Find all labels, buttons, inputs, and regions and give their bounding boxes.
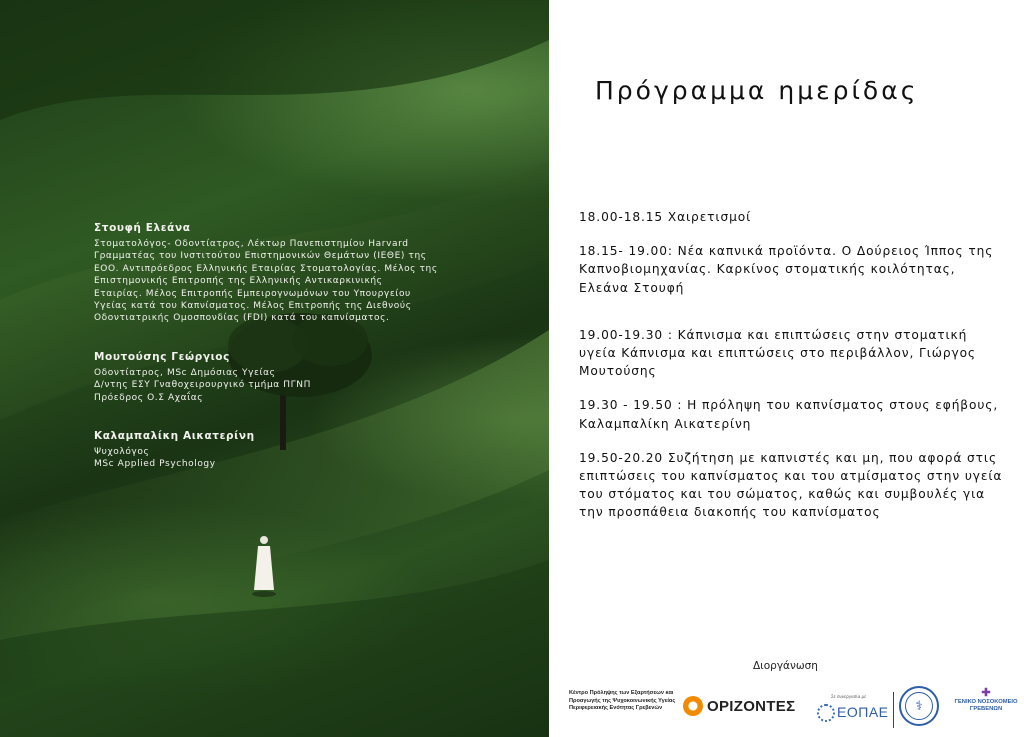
schedule-item: 19.00-19.30 : Κάπνισμα και επιπτώσεις στην στοματική υγεία Κάπνισμα και επιπτώσεις στο περιβάλλον, Γιώργος Μουτούσης [579, 327, 976, 379]
speaker-bio-line: Οδοντίατρος, MSc Δημόσιας Υγείας [94, 367, 276, 378]
speaker-name: Καλαμπαλίκη Αικατερίνη [94, 430, 255, 443]
orizontes-logo [683, 696, 795, 716]
hospital-logo-text: ΓΕΝΙΚΟ ΝΟΣΟΚΟΜΕΙΟ ΓΡΕΒΕΝΩΝ [954, 699, 1018, 712]
speakers-list [94, 222, 534, 497]
schedule-item: 18.15- 19.00: Νέα καπνικά προϊόντα. Ο Δούρειος Ίππος της Καπνοβιομηχανίας. Καρκίνος στοματικής κοιλότητας, Ελεάνα Στουφή [579, 244, 994, 295]
eopae-logo-text: ΕΟΠΑΕ [837, 704, 889, 720]
speaker-moutousis [94, 351, 534, 404]
program-panel [549, 0, 1024, 737]
speaker-bio-line: Πρόεδρος Ο.Σ Αχαΐας [94, 392, 204, 403]
speaker-bio-line: Στοματολόγος- Οδοντίατρος, Λέκτωρ Πανεπιστημίου Harvard [94, 239, 409, 249]
speaker-bio-line: Οδοντιατρικής Ομοσπονδίας (FDI) κατά του καπνίσματος. [94, 313, 390, 324]
eopae-logo [817, 694, 887, 726]
schedule-item: 18.00-18.15 Χαιρετισμοί [579, 210, 752, 224]
caduceus-icon: ⚕ [905, 692, 933, 720]
schedule-item: 19.50-20.20 Συζήτηση με καπνιστές και μη, που αφορά στις επιπτώσεις του καπνίσματος και του ατμίσματος στην υγεία του στόματος και του σώματος, καθώς και συμβουλές για την προσπάθεια διακοπής του καπνίσματος [579, 450, 1003, 520]
dental-association-seal-icon [899, 686, 939, 726]
orizontes-sun-icon [683, 696, 703, 716]
speaker-kalampaliki [94, 430, 534, 471]
logo-divider [893, 692, 894, 728]
speaker-bio-line: ΕΟΟ. Αντιπρόεδρος Ελληνικής Εταιρίας Στοματολογίας. Μέλος της [94, 263, 438, 274]
speaker-bio-line: MSc Applied Psychology [94, 459, 216, 470]
orizontes-logo-text: ΟΡΙΖΟΝΤΕΣ [707, 697, 796, 715]
eopae-mark-icon [817, 704, 835, 722]
speaker-bio-line: Ψυχολόγος [94, 447, 150, 458]
speaker-bio-line: Υγείας κατά του Καπνίσματος. Μέλος Επιτροπής της Διεθνούς [94, 301, 412, 312]
speaker-name: Στουφή Ελεάνα [94, 222, 191, 234]
medical-cross-icon: ✚ [981, 687, 991, 699]
speaker-bio-line: Δ/ντης ΕΣΥ Γναθοχειρουργικό τμήμα ΠΓΝΠ [94, 380, 311, 391]
page-title: Πρόγραμμα ημερίδας [595, 76, 919, 105]
organizer-label: Διοργάνωση [753, 660, 818, 672]
speaker-stoufi [94, 222, 534, 325]
speaker-bio-line: Εταιρίας. Μέλος Επιτροπής Εμπειρογνωμόνων του Υπουργείου [94, 288, 411, 299]
eopae-small-text: Σε συνεργασία με [831, 694, 867, 699]
kepy-logo-text: Κέντρο Πρόληψης των Εξαρτήσεων και Προαγωγής της Ψυχοκοινωνικής Υγείας Περιφερειακής Ενότητας Γρεβενών [569, 690, 676, 712]
speaker-bio-line: Γραμματέας του Ινστιτούτου Επιστημονικών Θεμάτων (ΙΕΘΕ) της [94, 251, 427, 262]
organizers-footer [549, 656, 1024, 737]
hospital-logo [951, 688, 1021, 713]
speaker-bio-line: Επιστημονικής Επιτροπής της Ελληνικής Αντικαρκινικής [94, 276, 383, 287]
speaker-name: Μουτούσης Γεώργιος [94, 350, 230, 363]
schedule-list [579, 208, 1009, 538]
schedule-item: 19.30 - 19.50 : Η πρόληψη του καπνίσματος στους εφήβους, Καλαμπαλίκη Αικατερίνη [579, 398, 999, 431]
